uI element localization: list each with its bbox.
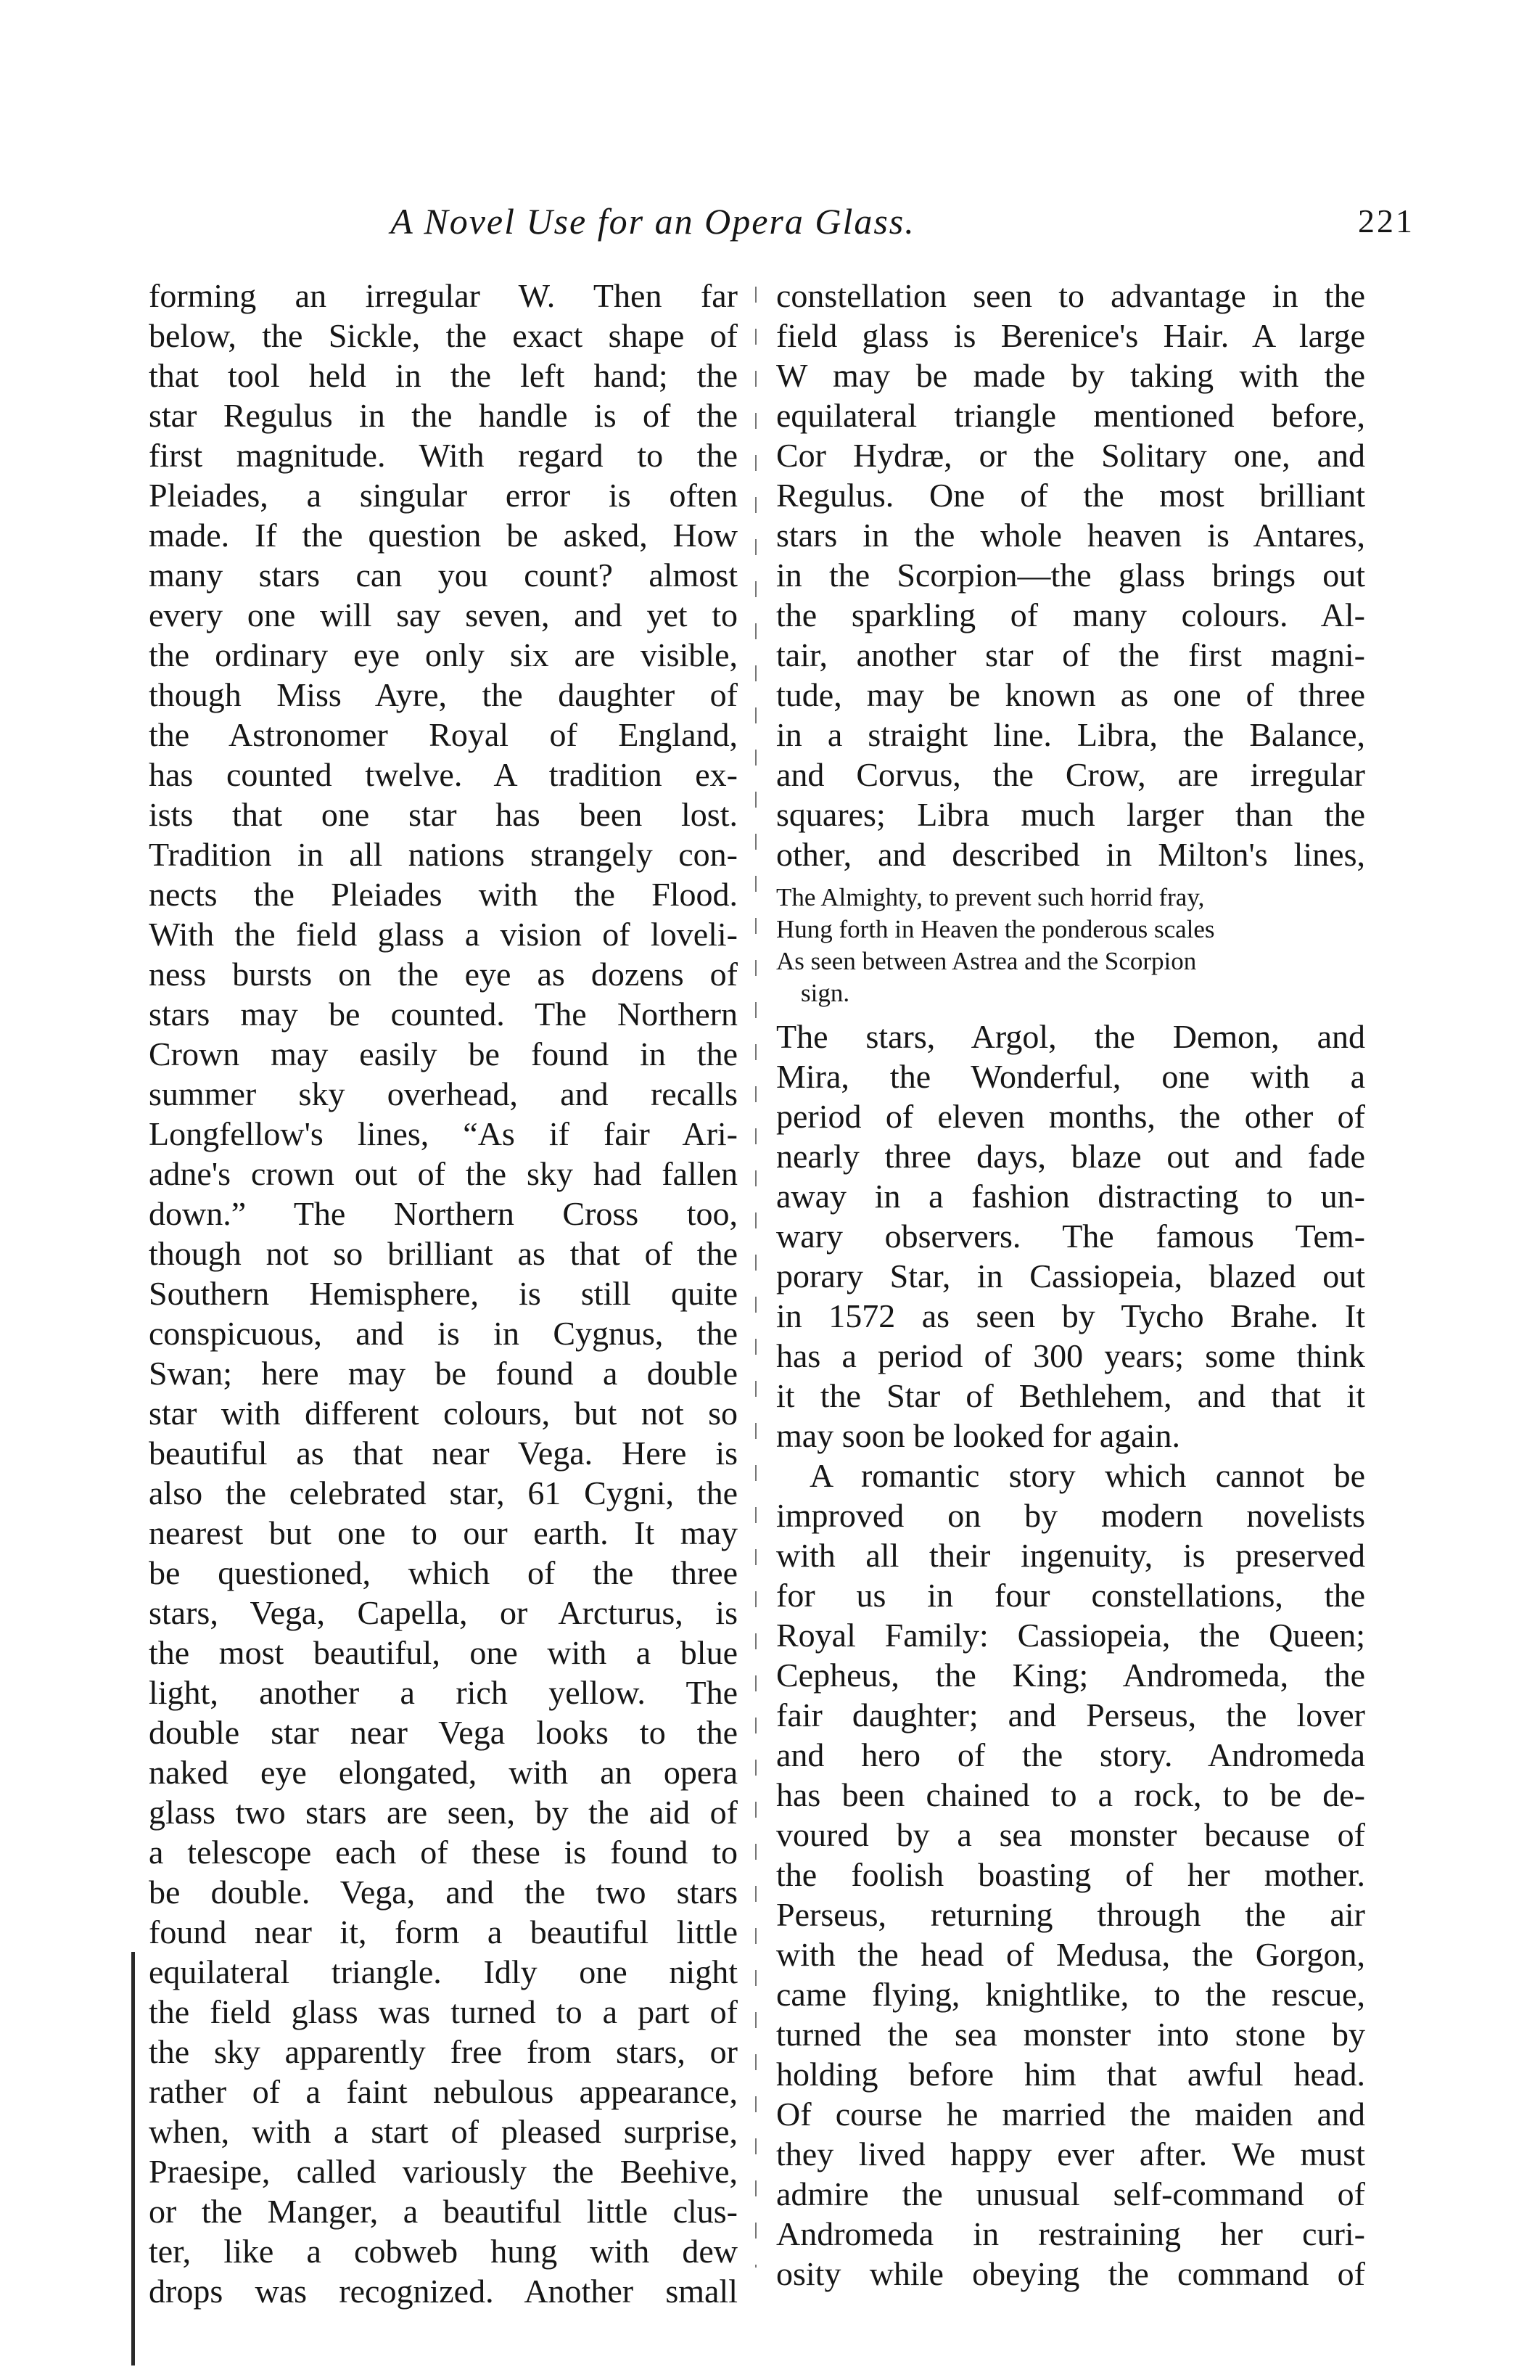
margin-bar xyxy=(131,1952,135,2365)
text-line: with all their ingenuity, is preserved xyxy=(776,1537,1365,1574)
text-line: in 1572 as seen by Tycho Brahe. It xyxy=(776,1297,1365,1334)
text-line: when, with a start of pleased surprise, xyxy=(149,2113,738,2150)
text-line: admire the unusual self-command of xyxy=(776,2175,1365,2212)
text-line: nects the Pleiades with the Flood. xyxy=(149,876,738,913)
text-line: the ordinary eye only six are visible, xyxy=(149,636,738,673)
text-line: and Corvus, the Crow, are irregular xyxy=(776,756,1365,793)
text-line: light, another a rich yellow. The xyxy=(149,1674,738,1711)
text-line: the most beautiful, one with a blue xyxy=(149,1634,738,1671)
text-line: Crown may easily be found in the xyxy=(149,1035,738,1072)
text-line: first magnitude. With regard to the xyxy=(149,437,738,474)
text-line: squares; Libra much larger than the xyxy=(776,796,1365,833)
verse-line: As seen between Astrea and the Scorpion xyxy=(776,947,1197,975)
text-line: made. If the question be asked, How xyxy=(149,517,738,554)
text-line: summer sky overhead, and recalls xyxy=(149,1075,738,1112)
running-head xyxy=(0,196,1540,247)
text-line: below, the Sickle, the exact shape of xyxy=(149,317,738,354)
text-line: be double. Vega, and the two stars xyxy=(149,1874,738,1911)
text-line: nearest but one to our earth. It may xyxy=(149,1514,738,1551)
running-title: A Novel Use for an Opera Glass. xyxy=(390,201,915,242)
text-line: Cepheus, the King; Andromeda, the xyxy=(776,1657,1365,1694)
text-line: turned the sea monster into stone by xyxy=(776,2016,1365,2053)
text-line: fair daughter; and Perseus, the lover xyxy=(776,1696,1365,1733)
text-line: though Miss Ayre, the daughter of xyxy=(149,676,738,713)
text-line: the field glass was turned to a part of xyxy=(149,1993,738,2030)
column-rule xyxy=(755,287,757,2268)
text-line: has counted twelve. A tradition ex- xyxy=(149,756,738,793)
text-line: wary observers. The famous Tem- xyxy=(776,1218,1365,1255)
text-line: tude, may be known as one of three xyxy=(776,676,1365,713)
text-line: The stars, Argol, the Demon, and xyxy=(776,1018,1365,1055)
text-line: forming an irregular W. Then far xyxy=(149,277,738,314)
page-number: 221 xyxy=(1358,202,1415,239)
text-line: constellation seen to advantage in the xyxy=(776,277,1365,314)
text-line: voured by a sea monster because of xyxy=(776,1816,1365,1853)
text-line: rather of a faint nebulous appearance, xyxy=(149,2073,738,2110)
text-line: stars, Vega, Capella, or Arcturus, is xyxy=(149,1594,738,1631)
text-line: found near it, form a beautiful little xyxy=(149,1913,738,1950)
text-line: Praesipe, called variously the Beehive, xyxy=(149,2153,738,2190)
text-line: every one will say seven, and yet to xyxy=(149,596,738,633)
text-line: also the celebrated star, 61 Cygni, the xyxy=(149,1474,738,1511)
text-line: naked eye elongated, with an opera xyxy=(149,1754,738,1791)
text-line: away in a fashion distracting to un- xyxy=(776,1178,1365,1215)
text-line: equilateral triangle. Idly one night xyxy=(149,1953,738,1990)
text-line: ness bursts on the eye as dozens of xyxy=(149,956,738,993)
text-line: down.” The Northern Cross too, xyxy=(149,1195,738,1232)
text-line: improved on by modern novelists xyxy=(776,1497,1365,1534)
text-line: stars may be counted. The Northern xyxy=(149,996,738,1033)
text-line: came flying, knightlike, to the rescue, xyxy=(776,1976,1365,2013)
text-line: the Astronomer Royal of England, xyxy=(149,716,738,753)
text-line: ter, like a cobweb hung with dew xyxy=(149,2233,738,2270)
text-line: and hero of the story. Andromeda xyxy=(776,1736,1365,1773)
text-line: Tradition in all nations strangely con- xyxy=(149,836,738,873)
text-line: W may be made by taking with the xyxy=(776,357,1365,394)
text-line: A romantic story which cannot be xyxy=(810,1457,1365,1494)
text-line: other, and described in Milton's lines, xyxy=(776,836,1365,873)
text-line: in a straight line. Libra, the Balance, xyxy=(776,716,1365,753)
text-line: for us in four constellations, the xyxy=(776,1577,1365,1614)
text-line: adne's crown out of the sky had fallen xyxy=(149,1155,738,1192)
text-line: tair, another star of the first magni- xyxy=(776,636,1365,673)
verse-line: Hung forth in Heaven the ponderous scales xyxy=(776,915,1215,943)
text-line: double star near Vega looks to the xyxy=(149,1714,738,1751)
text-line: glass two stars are seen, by the aid of xyxy=(149,1794,738,1831)
text-line: Mira, the Wonderful, one with a xyxy=(776,1058,1365,1095)
text-line: conspicuous, and is in Cygnus, the xyxy=(149,1315,738,1352)
text-line: period of eleven months, the other of xyxy=(776,1098,1365,1135)
text-line: With the field glass a vision of loveli- xyxy=(149,916,738,953)
text-line: has a period of 300 years; some think xyxy=(776,1337,1365,1374)
text-line: Pleiades, a singular error is often xyxy=(149,477,738,514)
text-line: they lived happy ever after. We must xyxy=(776,2135,1365,2172)
text-line: Longfellow's lines, “As if fair Ari- xyxy=(149,1115,738,1152)
left-column xyxy=(149,276,738,2311)
text-line: porary Star, in Cassiopeia, blazed out xyxy=(776,1257,1365,1294)
text-line: osity while obeying the command of xyxy=(776,2255,1365,2292)
text-line: field glass is Berenice's Hair. A large xyxy=(776,317,1365,354)
text-line: a telescope each of these is found to xyxy=(149,1834,738,1871)
text-line: many stars can you count? almost xyxy=(149,557,738,594)
text-line: or the Manger, a beautiful little clus- xyxy=(149,2193,738,2230)
text-line: star Regulus in the handle is of the xyxy=(149,397,738,434)
text-line: Southern Hemisphere, is still quite xyxy=(149,1275,738,1312)
text-line: the sparkling of many colours. Al- xyxy=(776,596,1365,633)
verse-line: sign. xyxy=(801,979,850,1007)
text-line: it the Star of Bethlehem, and that it xyxy=(776,1377,1365,1414)
text-line: in the Scorpion—the glass brings out xyxy=(776,557,1365,594)
text-line: Andromeda in restraining her curi- xyxy=(776,2215,1365,2252)
text-line: nearly three days, blaze out and fade xyxy=(776,1138,1365,1175)
text-line: be questioned, which of the three xyxy=(149,1554,738,1591)
text-line: equilateral triangle mentioned before, xyxy=(776,397,1365,434)
text-line: has been chained to a rock, to be de- xyxy=(776,1776,1365,1813)
text-line: may soon be looked for again. xyxy=(776,1417,1180,1454)
text-line: star with different colours, but not so xyxy=(149,1395,738,1432)
text-line: holding before him that awful head. xyxy=(776,2056,1365,2093)
text-line: the sky apparently free from stars, or xyxy=(149,2033,738,2070)
text-line: Perseus, returning through the air xyxy=(776,1896,1365,1933)
text-line: Royal Family: Cassiopeia, the Queen; xyxy=(776,1617,1365,1654)
text-line: Of course he married the maiden and xyxy=(776,2096,1365,2133)
text-line: Regulus. One of the most brilliant xyxy=(776,477,1365,514)
text-line: with the head of Medusa, the Gorgon, xyxy=(776,1936,1365,1973)
text-line: that tool held in the left hand; the xyxy=(149,357,738,394)
verse-line: The Almighty, to prevent such horrid fray, xyxy=(776,883,1205,911)
text-line: ists that one star has been lost. xyxy=(149,796,738,833)
text-line: stars in the whole heaven is Antares, xyxy=(776,517,1365,554)
text-line: Cor Hydræ, or the Solitary one, and xyxy=(776,437,1365,474)
text-line: beautiful as that near Vega. Here is xyxy=(149,1435,738,1472)
text-line: Swan; here may be found a double xyxy=(149,1355,738,1392)
text-line: the foolish boasting of her mother. xyxy=(776,1856,1365,1893)
text-line: though not so brilliant as that of the xyxy=(149,1235,738,1272)
text-line: drops was recognized. Another small xyxy=(149,2273,738,2310)
right-column xyxy=(776,276,1365,2294)
